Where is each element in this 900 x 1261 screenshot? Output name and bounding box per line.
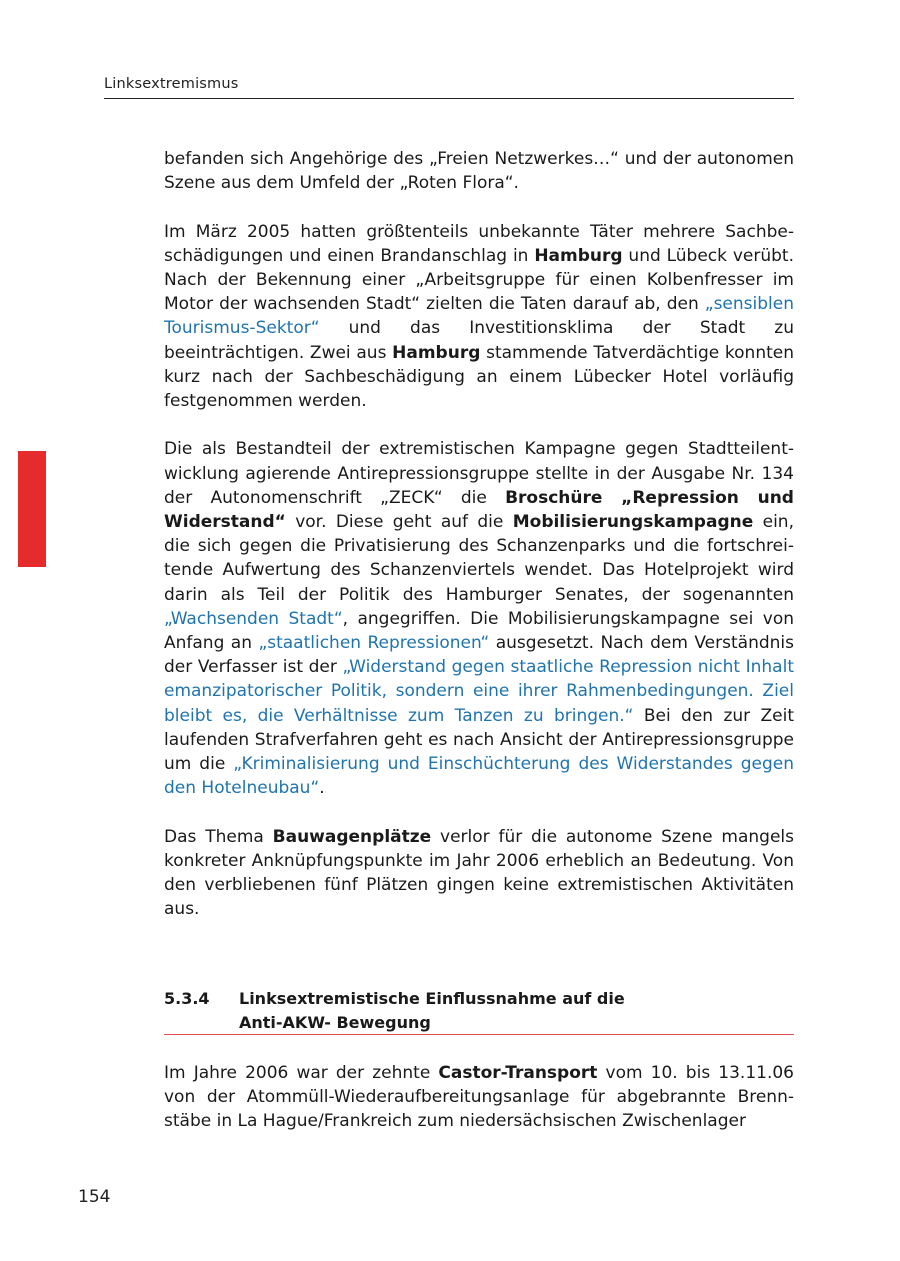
paragraph (164, 825, 794, 922)
text-run: Bei den zur Zeit laufenden Strafverfahren geht es nach Ansicht der Antirepressionsgruppe um die (164, 705, 794, 775)
text-run: Im Jahre 2006 war der zehnte (164, 1063, 439, 1083)
bold-term: Broschüre „Repression und Widerstand“ (164, 487, 794, 533)
paragraph (164, 1061, 794, 1134)
bold-term: Bauwagenplätze (272, 826, 432, 847)
text-run: und Lübeck verübt. Nach der Bekennung einer „Arbeitsgruppe für einen Kolbenfresser im Motor der wachsenden Stadt“ zielten die Taten darauf ab, den (164, 245, 794, 315)
body-text (164, 147, 794, 921)
section-rule (164, 1034, 794, 1035)
running-header: Linksextremismus (104, 76, 239, 92)
bold-term: Hamburg (392, 342, 481, 363)
paragraph (164, 220, 794, 414)
header-rule (104, 98, 794, 99)
text-run: , angegriffen. Die Mobilisierungskampagne sei von Anfang an (164, 608, 794, 654)
text-run: Die als Bestandteil der extremistischen Kampagne gegen Stadtteilentwicklung agierende Antirepressionsgruppe stellte in der Ausgabe Nr. 134 der Autonomenschrift „ZECK“ die (164, 439, 794, 508)
quoted-phrase: „Wachsenden Stadt“ (164, 608, 343, 629)
section-number: 5.3.4 (164, 989, 210, 1008)
paragraph (164, 437, 794, 800)
quoted-phrase: „Widerstand gegen staatliche Repression nicht Inhalt emanzipatorischer Politik, sondern eine ihrer Rahmenbedingungen. Ziel bleibt es, die Verhältnisse zum Tanzen zu bringen.“ (164, 657, 794, 726)
section-body-text (164, 1061, 794, 1134)
text-run: Das Thema (164, 826, 273, 847)
bold-term: Mobilisierungskampagne (512, 512, 754, 533)
quoted-phrase: „staatlichen Repressionen“ (258, 633, 490, 654)
bold-term: Castor-Transport (438, 1063, 598, 1083)
text-run: Im März 2005 hatten größtenteils unbekannte Täter mehrere Sachbeschädigungen und einen Brandanschlag in (164, 221, 794, 266)
text-run: ausgesetzt. Nach dem Verständnis der Verfasser ist der (164, 633, 794, 678)
section-title-line-2: Anti-AKW- Bewegung (239, 1013, 431, 1032)
text-run: befanden sich Angehörige des „Freien Netzwerkes…“ und der autonomen Szene aus dem Umfeld der „Roten Flora“. (164, 149, 794, 194)
page-number: 154 (78, 1187, 111, 1207)
quoted-phrase: „sensiblen Tourismus-Sektor“ (164, 294, 794, 339)
text-run: ein, die sich gegen die Privatisierung des Schanzenparks und die fortschreitende Aufwertung des Schanzenviertels wendet. Das Hotelprojekt wird darin als Teil der Politik des Hamburger Senates, der sogenannten (164, 512, 794, 605)
chapter-marker (18, 451, 46, 567)
section-title-line-1: Linksextremistische Einflussnahme auf die (239, 989, 625, 1008)
text-run: vor. Diese geht auf die (285, 512, 513, 533)
paragraph (164, 147, 794, 195)
bold-term: Hamburg (534, 245, 623, 266)
text-run: stammende Tatverdächtige konnten kurz nach der Sachbeschädigung an einem Lübecker Hotel vorläufig festgenommen werden. (164, 342, 794, 412)
text-run: verlor für die autonome Szene mangels konkreter Anknüpfungspunkte im Jahr 2006 erheblich an Bedeutung. Von den verbliebenen fünf Plätzen gingen keine extremistischen Aktivitäten aus. (164, 826, 794, 920)
section-heading (164, 987, 794, 1035)
text-run: und das Investitionsklima der Stadt zu beeinträchtigen. Zwei aus (164, 318, 794, 363)
text-run: vom 10. bis 13.11.06 von der Atommüll-Wiederaufbereitungsanlage für abgebrannte Brennstäbe in La Hague/Frankreich zum niedersächsischen Zwischenlager (164, 1063, 794, 1132)
text-run: . (319, 778, 325, 799)
quoted-phrase: „Kriminalisierung und Einschüchterung des Widerstandes gegen den Hotelneubau“ (164, 754, 794, 799)
